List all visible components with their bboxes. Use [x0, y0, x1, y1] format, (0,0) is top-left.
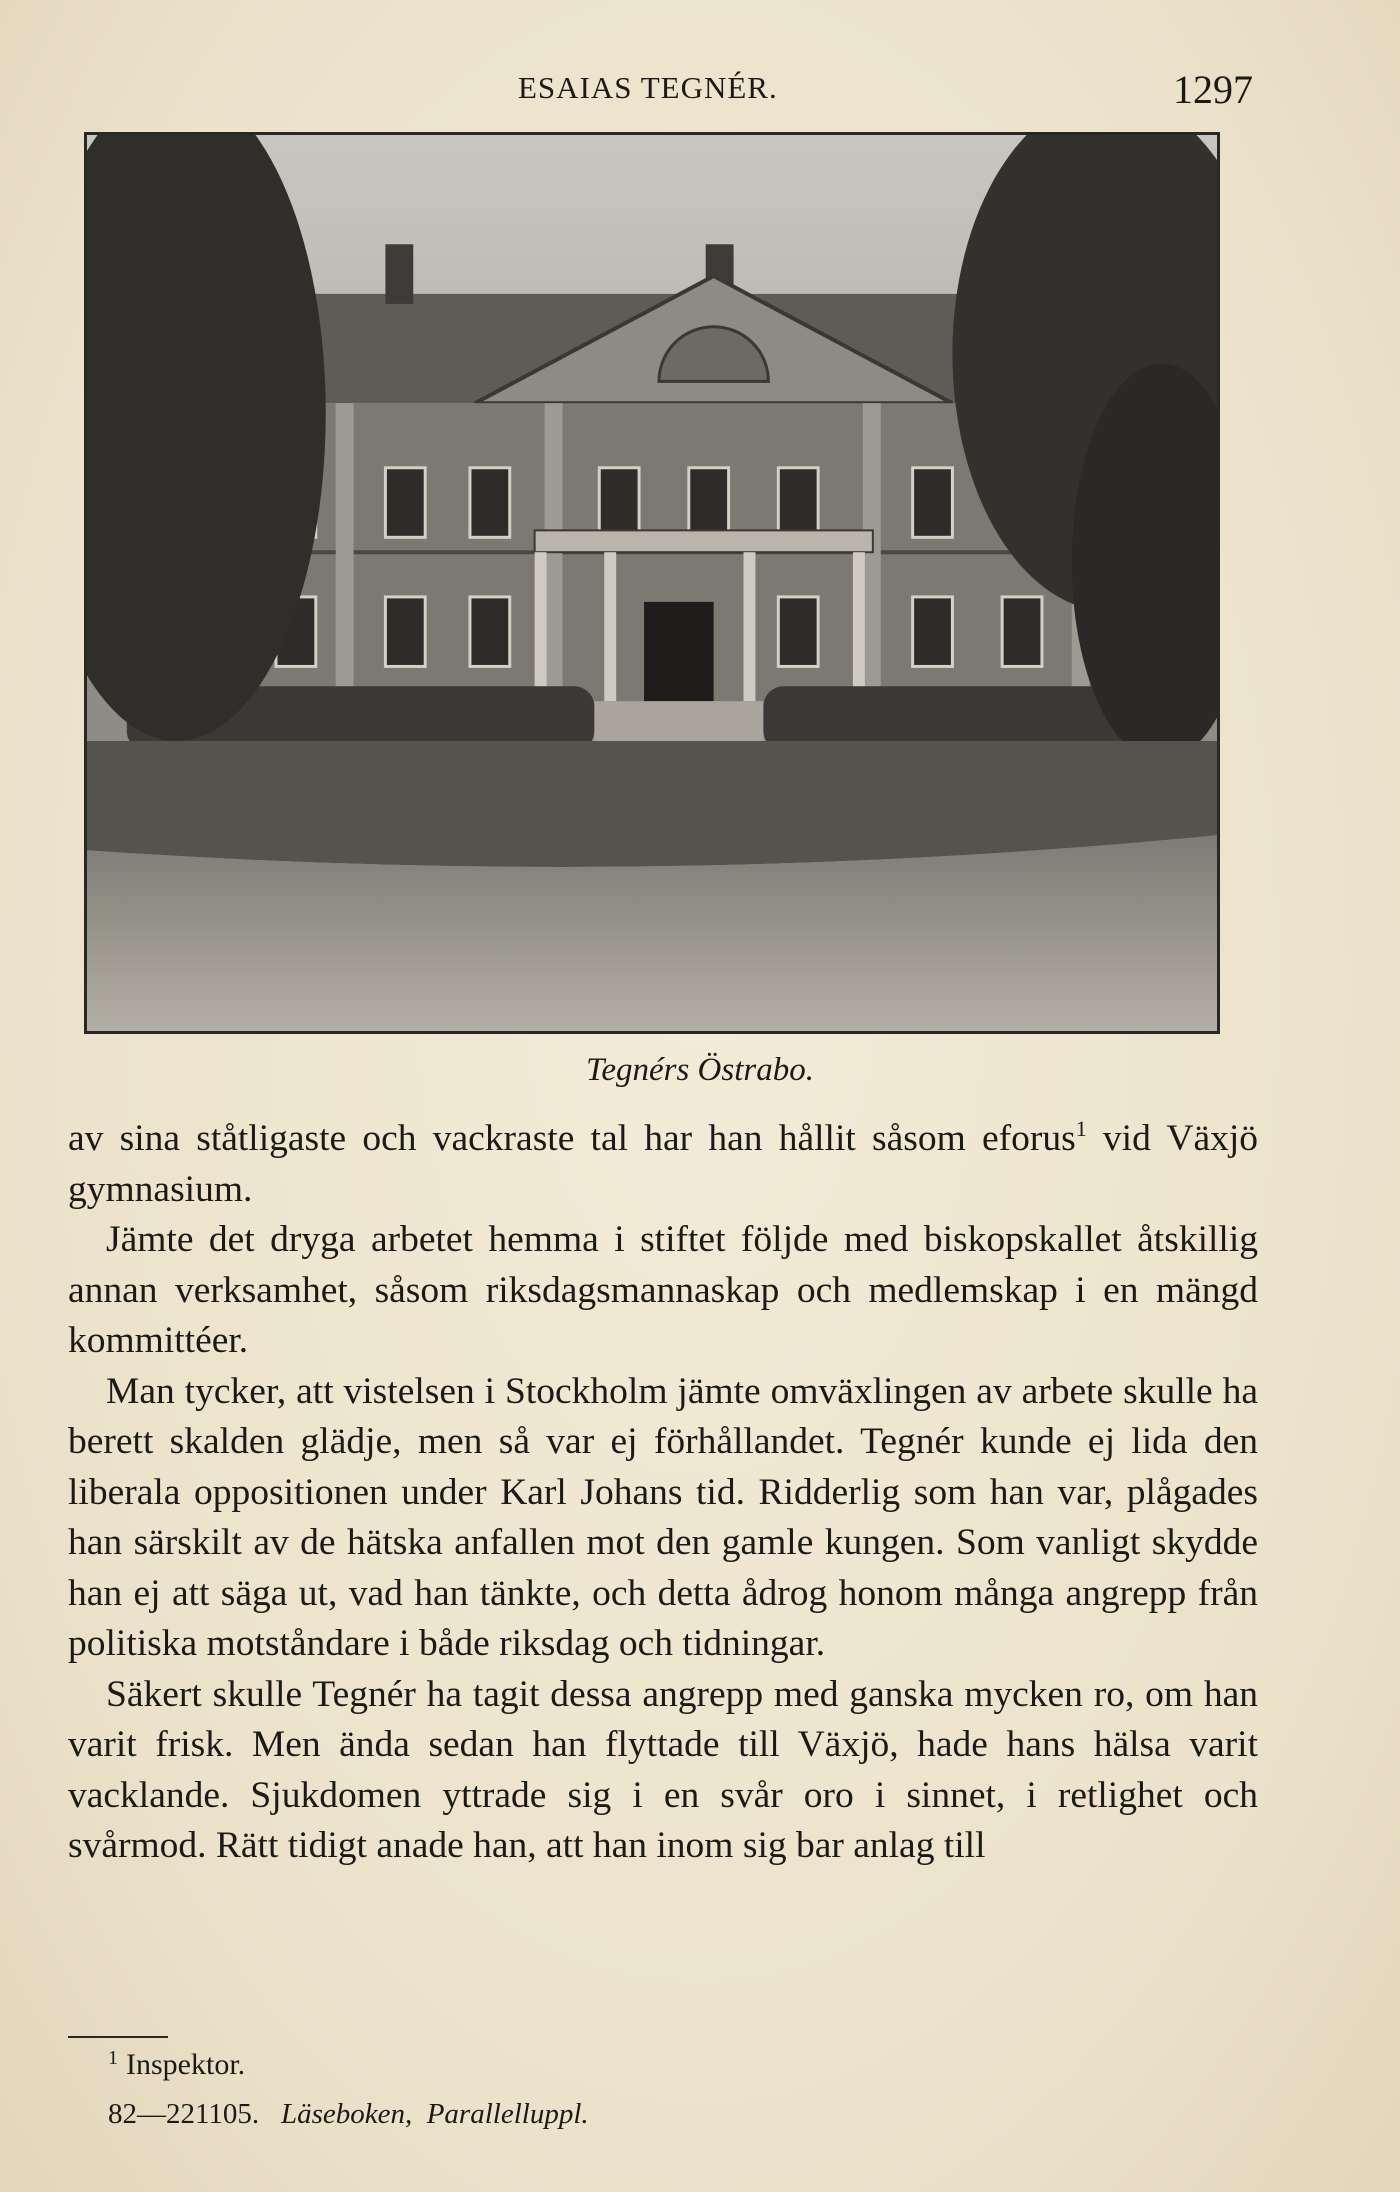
footnote-marker: 1 [108, 2047, 118, 2069]
figure-caption: Tegnérs Östrabo. [586, 1052, 814, 1088]
paragraph-1-tail: vid Växjö gymnasium. [68, 1118, 1259, 1210]
running-head [0, 66, 1400, 116]
manor-photograph [84, 132, 1220, 1034]
page-number: 1297 [1173, 67, 1253, 112]
footnote [108, 2047, 245, 2082]
body-text [68, 1114, 1258, 1872]
paragraph-2: Jämte det dryga arbetet hemma i stiftet följde med biskopskallet åtskillig annan verksamhet, såsom riksdagsmannaskap och medlemskap i en mängd kommittéer. [68, 1219, 1258, 1361]
footnote-divider [68, 2036, 168, 2038]
printer-imprint [108, 2098, 589, 2131]
paragraph-3: Man tycker, att vistelsen i Stockholm jämte omväxlingen av arbete skulle ha berett skalden glädje, men så var ej förhållandet. Tegnér kunde ej lida den liberala oppositionen under Karl Johans tid. Ridderlig som han var, plågades han särskilt av de hätska anfallen mot den gamle kungen. Som vanligt skydde han ej att säga ut, vad han tänkte, och detta ådrog honom många angrepp från politiska motståndare i både riksdag och tidningar. [68, 1370, 1258, 1664]
paragraph-1 [68, 1114, 1258, 1215]
imprint-edition: Parallelluppl. [426, 2098, 589, 2130]
manor-house-illustration [87, 135, 1217, 1031]
running-title: ESAIAS TEGNÉR. [518, 70, 778, 105]
imprint-title: Läseboken, [280, 2098, 413, 2130]
footnote-reference[interactable]: 1 [1075, 1116, 1087, 1141]
imprint-code: 82—221105. [108, 2098, 260, 2130]
footnote-text: Inspektor. [126, 2048, 246, 2081]
paragraph-4: Säkert skulle Tegnér ha tagit dessa angrepp med ganska mycken ro, om han varit frisk. Men ända sedan han flyttade till Växjö, hade hans hälsa varit vacklande. Sjukdomen yttrade sig i en svår oro i sinnet, i retlighet och svårmod. Rätt tidigt anade han, att han inom sig bar anlag till [68, 1673, 1258, 1866]
paragraph-1-text: av sina ståtligaste och vackraste tal har han hållit såsom eforus [68, 1118, 1076, 1159]
